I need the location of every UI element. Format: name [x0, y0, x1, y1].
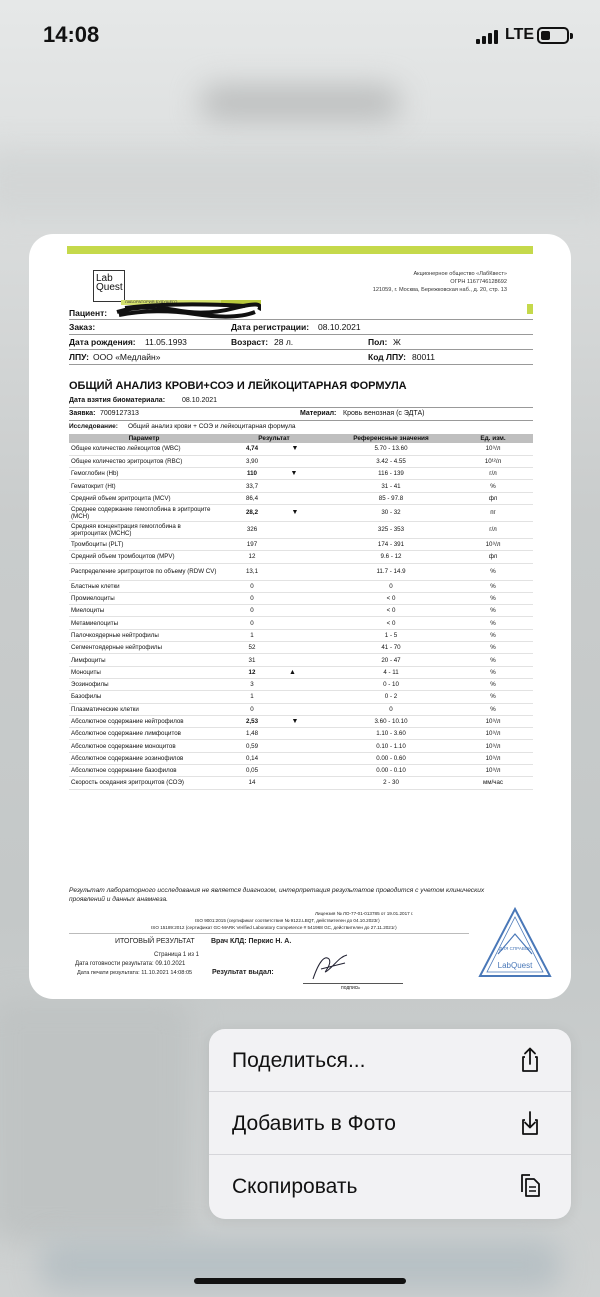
save-download-icon: [515, 1108, 545, 1138]
param-cell: Средняя концентрация гемоглобина в эритроцитах (MCHC): [69, 521, 219, 538]
report-title: ОБЩИЙ АНАЛИЗ КРОВИ+СОЭ И ЛЕЙКОЦИТАРНАЯ ФОРМУЛА: [69, 380, 407, 392]
study: Общий анализ крови + СОЭ и лейкоцитарная формула: [128, 423, 296, 430]
result-cell: 12: [219, 551, 329, 563]
reg-label: Дата регистрации:: [231, 322, 310, 332]
table-row: [69, 468, 533, 480]
table-row: [69, 480, 533, 492]
signal-icon: [476, 30, 500, 44]
ref-cell: 85 - 97.8: [329, 492, 453, 504]
table-row: [69, 563, 533, 580]
material-label: Материал:: [300, 410, 337, 417]
doctor-signature: [307, 949, 353, 983]
copy-label: Скопировать: [232, 1175, 358, 1198]
result-cell: 14: [219, 777, 329, 789]
ref-cell: < 0: [329, 605, 453, 617]
ref-cell: 4 - 11: [329, 666, 453, 678]
order-label: Заказ:: [69, 322, 96, 332]
table-row: [69, 691, 533, 703]
lpu: ООО «Медлайн»: [93, 352, 161, 362]
ref-cell: 116 - 139: [329, 468, 453, 480]
result-cell: 1,48: [219, 728, 329, 740]
birth-label: Дата рождения:: [69, 337, 136, 347]
table-row: [69, 617, 533, 629]
age: 28 л.: [274, 337, 294, 347]
param-cell: Средний объем тромбоцитов (MPV): [69, 551, 219, 563]
param-cell: Средний объем эритроцита (MCV): [69, 492, 219, 504]
ref-cell: 0 - 10: [329, 678, 453, 690]
ref-cell: 31 - 41: [329, 480, 453, 492]
param-cell: Распределение эритроцитов по объему (RDW CV): [69, 563, 219, 580]
table-row: [69, 777, 533, 789]
result-cell: 86,4: [219, 492, 329, 504]
context-menu: [209, 1029, 571, 1219]
table-row: [69, 728, 533, 740]
table-row: [69, 642, 533, 654]
unit-cell: 10⁹/л: [453, 728, 533, 740]
stamp-text: LabQuest: [497, 961, 533, 970]
param-cell: Метамиелоциты: [69, 617, 219, 629]
result-cell: 110 ▼: [219, 468, 329, 480]
study-label: Исследование:: [69, 423, 118, 430]
birth-date: 11.05.1993: [145, 337, 187, 347]
param-cell: Тромбоциты (PLT): [69, 538, 219, 550]
ref-cell: 5.70 - 13.60: [329, 443, 453, 455]
table-row: [69, 443, 533, 455]
labquest-logo: Lab Quest: [93, 270, 125, 302]
ref-cell: 20 - 47: [329, 654, 453, 666]
unit-cell: %: [453, 691, 533, 703]
ref-cell: 325 - 353: [329, 521, 453, 538]
arrow-up-icon: ▲: [288, 668, 296, 676]
result-cell: 3,90: [219, 455, 329, 467]
signature-label: подпись: [341, 985, 360, 991]
table-row: [69, 580, 533, 592]
arrow-down-icon: ▼: [291, 509, 299, 517]
license-1: Лицензия № ЛО-77-01-013785 от 19.01.2017 г.: [315, 911, 414, 916]
col-ref: Референсные значения: [329, 434, 453, 443]
result-cell: 0: [219, 703, 329, 715]
ref-cell: 9.6 - 12: [329, 551, 453, 563]
brand-top-bar: [67, 246, 533, 254]
ref-cell: < 0: [329, 617, 453, 629]
unit-cell: мм/час: [453, 777, 533, 789]
param-cell: Общее количество эритроцитов (RBC): [69, 455, 219, 467]
table-row: [69, 492, 533, 504]
copy-button[interactable]: [209, 1155, 571, 1218]
unit-cell: 10⁹/л: [453, 740, 533, 752]
final-label: ИТОГОВЫЙ РЕЗУЛЬТАТ: [115, 938, 195, 945]
result-cell: 3: [219, 678, 329, 690]
share-button[interactable]: [209, 1029, 571, 1092]
table-row: [69, 752, 533, 764]
unit-cell: %: [453, 563, 533, 580]
param-cell: Скорость оседания эритроцитов (СОЭ): [69, 777, 219, 789]
table-row: [69, 703, 533, 715]
ref-cell: 174 - 391: [329, 538, 453, 550]
share-icon: [515, 1045, 545, 1075]
laboratory-stamp: [478, 906, 552, 980]
license-2: ISO 9001:2015 (сертификат соответствия № 9122.LBQT, действителен до 04.10.2023г): [195, 918, 380, 923]
print-date: Дата печати результата: 11.10.2021 14:08:05: [77, 970, 193, 976]
arrow-down-icon: ▼: [290, 470, 298, 478]
result-cell: 28,2 ▼: [219, 504, 329, 521]
param-cell: Гемоглобин (Hb): [69, 468, 219, 480]
param-cell: Абсолютное содержание моноцитов: [69, 740, 219, 752]
add-to-photos-label: Добавить в Фото: [232, 1112, 396, 1135]
unit-cell: фл: [453, 551, 533, 563]
lpu-code: 80011: [412, 352, 436, 362]
unit-cell: %: [453, 629, 533, 641]
table-row: [69, 504, 533, 521]
ref-cell: 0 - 2: [329, 691, 453, 703]
arrow-down-icon: ▼: [291, 717, 299, 725]
table-row: [69, 538, 533, 550]
param-cell: Абсолютное содержание базофилов: [69, 765, 219, 777]
result-cell: 1: [219, 691, 329, 703]
ref-cell: 3.60 - 10.10: [329, 715, 453, 727]
sample-date: 08.10.2021: [182, 397, 218, 404]
battery-icon: [537, 27, 569, 44]
result-cell: 0,59: [219, 740, 329, 752]
page-number: Страница 1 из 1: [154, 952, 199, 958]
result-cell: 0,14: [219, 752, 329, 764]
unit-cell: 10¹²/л: [453, 455, 533, 467]
unit-cell: %: [453, 480, 533, 492]
result-cell: 0: [219, 592, 329, 604]
unit-cell: %: [453, 666, 533, 678]
unit-cell: %: [453, 605, 533, 617]
ref-cell: 0: [329, 580, 453, 592]
param-cell: Палочкоядерные нейтрофилы: [69, 629, 219, 641]
ref-cell: 3.42 - 4.55: [329, 455, 453, 467]
unit-cell: г/л: [453, 468, 533, 480]
table-row: [69, 629, 533, 641]
lab-report-document: [67, 246, 533, 991]
table-row: [69, 654, 533, 666]
redaction-scribble: [115, 302, 261, 320]
result-cell: 0: [219, 605, 329, 617]
result-cell: 33,7: [219, 480, 329, 492]
status-bar: [0, 0, 600, 70]
param-cell: Миелоциты: [69, 605, 219, 617]
add-to-photos-button[interactable]: [209, 1092, 571, 1155]
doctor: Врач КЛД: Перкис Н. А.: [211, 938, 292, 945]
logo-tagline: ЛАБОРАТОРИЯ БУДУЩЕГО: [125, 299, 178, 304]
ref-cell: 0.00 - 0.60: [329, 752, 453, 764]
table-row: [69, 740, 533, 752]
result-cell: 4,74 ▼: [219, 443, 329, 455]
table-row: [69, 678, 533, 690]
param-cell: Абсолютное содержание нейтрофилов: [69, 715, 219, 727]
lpu-label: ЛПУ:: [69, 352, 89, 362]
table-row: [69, 666, 533, 678]
unit-cell: %: [453, 703, 533, 715]
table-row: [69, 592, 533, 604]
ref-cell: 0: [329, 703, 453, 715]
result-cell: 326: [219, 521, 329, 538]
lpu-code-label: Код ЛПУ:: [368, 352, 407, 362]
result-cell: 0: [219, 617, 329, 629]
result-cell: 12 ▲: [219, 666, 329, 678]
sex-label: Пол:: [368, 337, 388, 347]
col-unit: Ед. изм.: [453, 434, 533, 443]
unit-cell: 10⁹/л: [453, 443, 533, 455]
ref-cell: < 0: [329, 592, 453, 604]
home-indicator[interactable]: [194, 1278, 406, 1284]
ref-cell: 0.00 - 0.10: [329, 765, 453, 777]
col-result: Результат: [219, 434, 329, 443]
results-table: [69, 434, 533, 790]
stamp-top-text: ДЛЯ СПРАВОК: [499, 946, 531, 951]
unit-cell: 10⁹/л: [453, 538, 533, 550]
material: Кровь венозная (с ЭДТА): [343, 410, 425, 417]
param-cell: Среднее содержание гемоглобина в эритроците (MCH): [69, 504, 219, 521]
reg-date: 08.10.2021: [318, 322, 361, 332]
document-preview-card[interactable]: [29, 234, 571, 999]
issued-label: Результат выдал:: [212, 969, 274, 976]
age-label: Возраст:: [231, 337, 269, 347]
unit-cell: пг: [453, 504, 533, 521]
param-cell: Эозинофилы: [69, 678, 219, 690]
param-cell: Базофилы: [69, 691, 219, 703]
param-cell: Гематокрит (Ht): [69, 480, 219, 492]
result-cell: 197: [219, 538, 329, 550]
result-cell: 1: [219, 629, 329, 641]
result-cell: 52: [219, 642, 329, 654]
param-cell: Плазматические клетки: [69, 703, 219, 715]
result-cell: 2,53 ▼: [219, 715, 329, 727]
result-cell: 0: [219, 580, 329, 592]
param-cell: Сегментоядерные нейтрофилы: [69, 642, 219, 654]
company-info: Акционерное общество «ЛабКвест» ОГРН 1167746128692 121059, г. Москва, Бережковская наб., д. 20, стр. 13: [372, 271, 507, 293]
unit-cell: %: [453, 617, 533, 629]
status-time: 14:08: [43, 22, 100, 47]
param-cell: Бластные клетки: [69, 580, 219, 592]
copy-icon: [515, 1171, 545, 1201]
unit-cell: %: [453, 592, 533, 604]
table-row: [69, 455, 533, 467]
ref-cell: 41 - 70: [329, 642, 453, 654]
unit-cell: %: [453, 580, 533, 592]
unit-cell: фл: [453, 492, 533, 504]
unit-cell: 10⁹/л: [453, 765, 533, 777]
param-cell: Абсолютное содержание лимфоцитов: [69, 728, 219, 740]
request-no: 7009127313: [100, 410, 139, 417]
disclaimer: Результат лабораторного исследования не является диагнозом, интерпретация результатов проводится с учетом клинических проявлений и данных анамнеза.: [69, 887, 485, 903]
ref-cell: 1.10 - 3.60: [329, 728, 453, 740]
arrow-down-icon: ▼: [291, 445, 299, 453]
unit-cell: г/л: [453, 521, 533, 538]
ref-cell: 11.7 - 14.9: [329, 563, 453, 580]
sex: Ж: [393, 337, 401, 347]
param-cell: Промиелоциты: [69, 592, 219, 604]
param-cell: Лимфоциты: [69, 654, 219, 666]
table-row: [69, 551, 533, 563]
license-3: ISO 15189:2012 (сертификат GC-MARK Verified Laboratory Competence # 541968 GC, действителен до 27.11.2021г): [151, 925, 397, 930]
result-cell: 0,05: [219, 765, 329, 777]
param-cell: Моноциты: [69, 666, 219, 678]
param-cell: Общее количество лейкоцитов (WBC): [69, 443, 219, 455]
table-row: [69, 605, 533, 617]
unit-cell: %: [453, 678, 533, 690]
ref-cell: 0.10 - 1.10: [329, 740, 453, 752]
col-param: Параметр: [69, 434, 219, 443]
ref-cell: 1 - 5: [329, 629, 453, 641]
result-cell: 31: [219, 654, 329, 666]
param-cell: Абсолютное содержание эозинофилов: [69, 752, 219, 764]
unit-cell: 10⁹/л: [453, 715, 533, 727]
share-label: Поделиться...: [232, 1049, 366, 1072]
table-row: [69, 715, 533, 727]
request-label: Заявка:: [69, 410, 96, 417]
unit-cell: 10⁹/л: [453, 752, 533, 764]
table-row: [69, 521, 533, 538]
unit-cell: %: [453, 654, 533, 666]
patient-label: Пациент:: [69, 308, 108, 318]
result-cell: 13,1: [219, 563, 329, 580]
sample-date-label: Дата взятия биоматериала:: [69, 397, 166, 404]
table-row: [69, 765, 533, 777]
unit-cell: %: [453, 642, 533, 654]
ref-cell: 30 - 32: [329, 504, 453, 521]
ref-cell: 2 - 30: [329, 777, 453, 789]
network-type: LTE: [505, 26, 535, 43]
ready-date: Дата готовности результата: 09.10.2021: [75, 961, 186, 967]
